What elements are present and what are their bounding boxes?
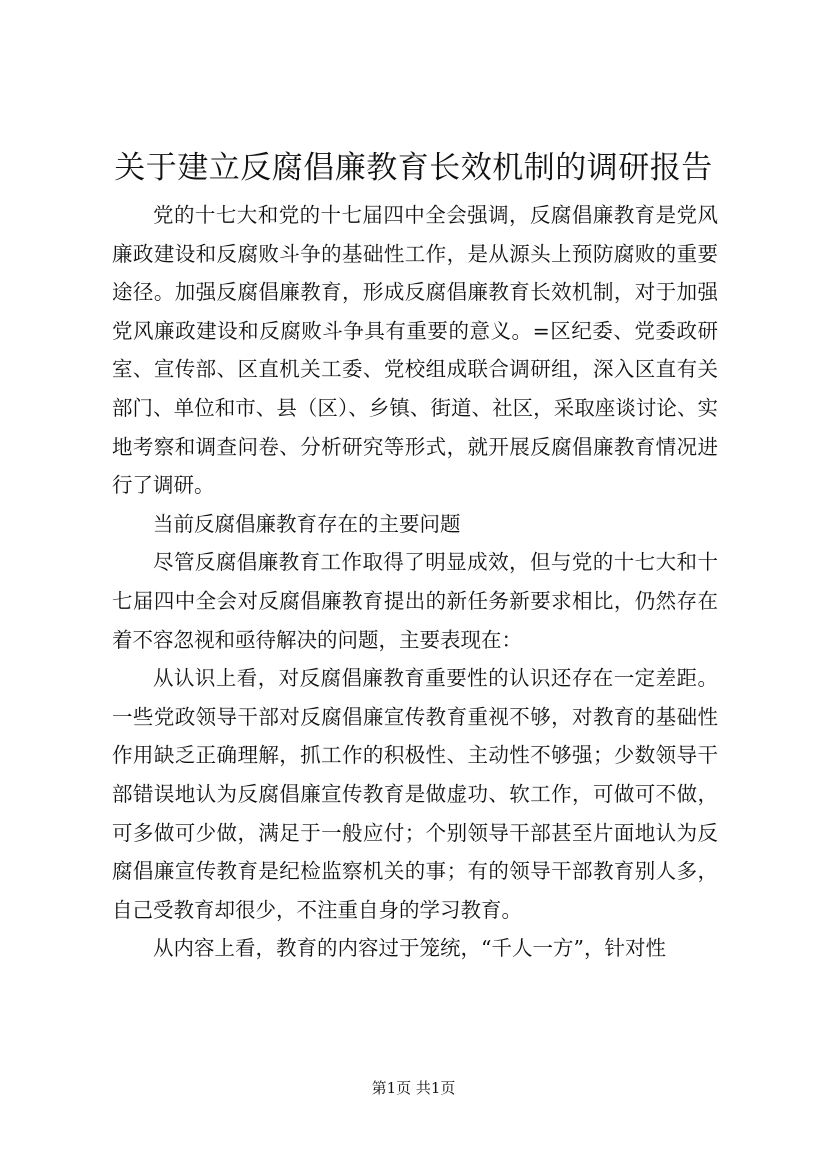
paragraph-content: 从内容上看，教育的内容过于笼统，“千人一方”，针对性 [153,936,666,961]
page-number-footer: 第1页 共1页 [371,1079,456,1097]
document-title: 关于建立反腐倡廉教育长效机制的调研报告 [114,150,713,186]
paragraph-intro: 党的十七大和党的十七届四中全会强调，反腐倡廉教育是党风廉政建设和反腐败斗争的基础性工作，是从源头上预防腐败的重要途径。加强反腐倡廉教育，形成反腐倡廉教育长效机制，对于加强党风廉政建设和反腐败斗争具有重要的意义。=区纪委、党委政研室、宣传部、区直机关工委、党校组成联合调研组，深入区直有关部门、单位和市、县（区）、乡镇、街道、社区，采取座谈讨论、实地考察和调查问卷、分析研究等形式，就开展反腐倡廉教育情况进行了调研。 [112,203,718,498]
paragraph-section-heading: 当前反腐倡廉教育存在的主要问题 [153,511,461,536]
document-body [112,196,718,968]
paragraph-recognition: 从认识上看，对反腐倡廉教育重要性的认识还存在一定差距。一些党政领导干部对反腐倡廉宣传教育重视不够，对教育的基础性作用缺乏正确理解，抓工作的积极性、主动性不够强；少数领导干部错误地认为反腐倡廉宣传教育是做虚功、软工作，可做可不做，可多做可少做，满足于一般应付；个别领导干部甚至片面地认为反腐倡廉宣传教育是纪检监察机关的事；有的领导干部教育别人多，自己受教育却很少，不注重自身的学习教育。 [112,666,718,922]
paragraph-problems-overview: 尽管反腐倡廉教育工作取得了明显成效，但与党的十七大和十七届四中全会对反腐倡廉教育提出的新任务新要求相比，仍然存在着不容忽视和亟待解决的问题，主要表现在： [112,550,718,652]
